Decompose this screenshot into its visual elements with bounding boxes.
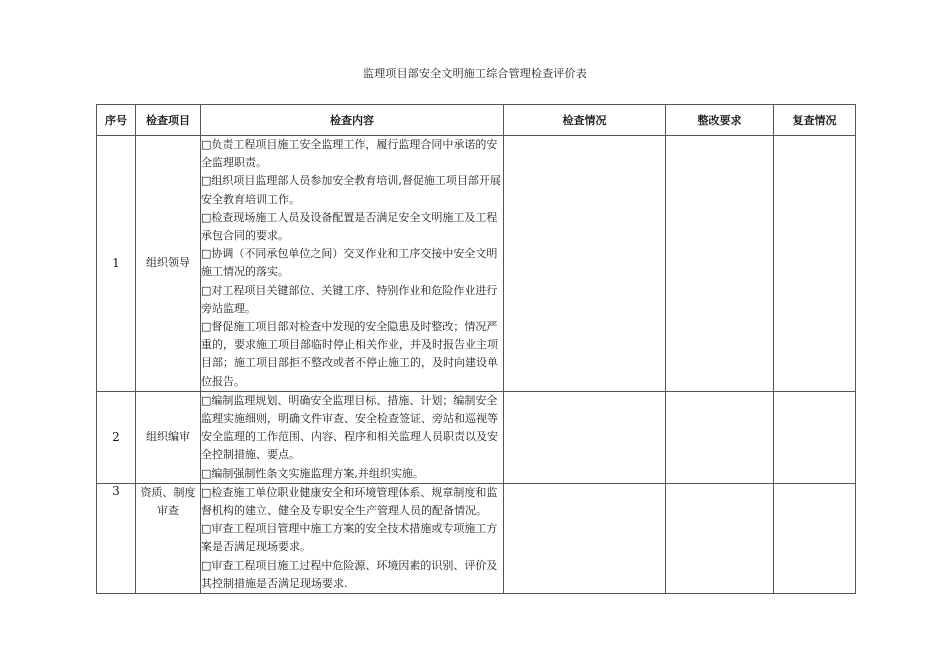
row-content [201, 391, 504, 483]
content-paragraph: □审查工程项目施工过程中危险源、环境因素的识别、评价及其控制措施是否满足现场要求. [201, 558, 498, 590]
header-item: 检查项目 [136, 105, 201, 136]
row-item: 组织领导 [136, 136, 201, 392]
row-seq: 2 [97, 391, 136, 483]
document-title: 监理项目部安全文明施工综合管理检查评价表 [363, 67, 587, 80]
table-row [97, 483, 856, 593]
row-item: 组织编审 [136, 391, 201, 483]
header-status: 检查情况 [504, 105, 666, 136]
table-header-row [97, 105, 856, 136]
table-row [97, 391, 856, 483]
rectify-cell[interactable] [666, 136, 774, 392]
row-seq: 1 [97, 136, 136, 392]
row-item: 资质、制度审查 [136, 483, 201, 593]
row-seq: 3 [97, 483, 136, 593]
recheck-cell[interactable] [774, 136, 856, 392]
content-paragraph: □对工程项目关键部位、关键工序、特别作业和危险作业进行旁站监理。 [201, 283, 498, 315]
header-recheck: 复查情况 [774, 105, 856, 136]
content-paragraph: □组织项目监理部人员参加安全教育培训,督促施工项目部开展安全教育培训工作。 [201, 174, 501, 206]
row-content [201, 483, 504, 593]
table-row [97, 136, 856, 392]
status-cell[interactable] [504, 483, 666, 593]
content-paragraph: □编制强制性条文实施监理方案,并组织实施。 [201, 466, 424, 480]
content-paragraph: □检查施工单位职业健康安全和环境管理体系、规章制度和监督机构的建立、健全及专职安全生产管理人员的配备情况。 [201, 485, 498, 518]
recheck-cell[interactable] [774, 483, 856, 593]
status-cell[interactable] [504, 136, 666, 392]
content-paragraph: □检查现场施工人员及设备配置是否满足安全文明施工及工程承包合同的要求。 [201, 210, 498, 243]
content-paragraph: □负责工程项目施工安全监理工作，履行监理合同中承诺的安全监理职责。 [201, 138, 498, 170]
status-cell[interactable] [504, 391, 666, 483]
rectify-cell[interactable] [666, 483, 774, 593]
header-content: 检查内容 [201, 105, 504, 136]
content-paragraph: □审查工程项目管理中施工方案的安全技术措施或专项施工方案是否满足现场要求。 [201, 522, 498, 554]
recheck-cell[interactable] [774, 391, 856, 483]
content-paragraph: □编制监理规划、明确安全监理目标、措施、计划；编制安全监理实施细则，明确文件审查、安全检查签证、旁站和巡视等安全监理的工作范围、内容、程序和相关监理人员职责以及安全控制措施、要点。 [201, 393, 498, 462]
content-paragraph: □督促施工项目部对检查中发现的安全隐患及时整改；情况严重的，要求施工项目部临时停止相关作业，并及时报告业主项目部；施工项目部拒不整改或者不停止施工的，及时向建设单位报告。 [201, 320, 498, 388]
inspection-table [96, 104, 856, 594]
rectify-cell[interactable] [666, 391, 774, 483]
header-rectify: 整改要求 [666, 105, 774, 136]
content-paragraph: □协调（不同承包单位之间）交叉作业和工序交接中安全文明施工情况的落实。 [201, 247, 498, 279]
header-seq: 序号 [97, 105, 136, 136]
row-content [201, 136, 504, 392]
